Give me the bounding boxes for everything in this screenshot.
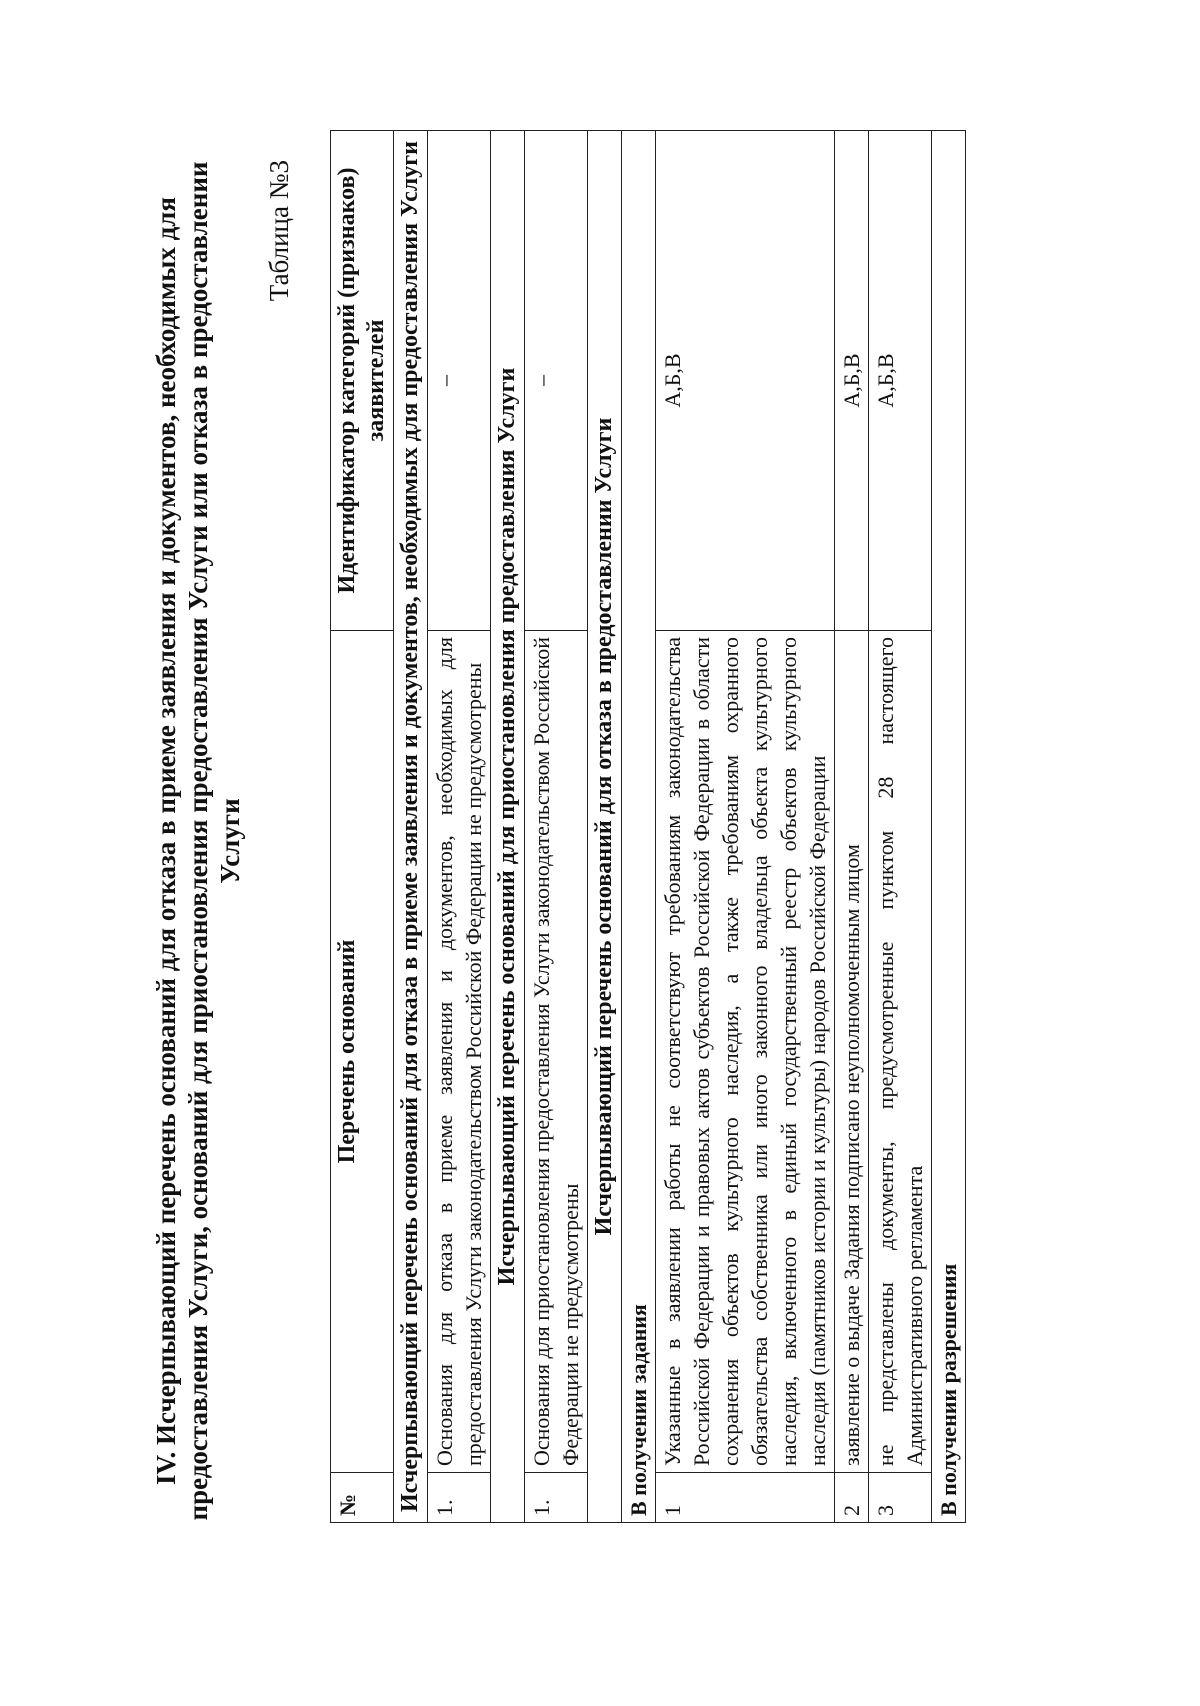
title-line: предоставления Услуги, оснований для приостановления предоставления Услуги или отказа в предоставлении xyxy=(183,161,213,1521)
row-number: 1 xyxy=(656,1473,835,1523)
header-num: № xyxy=(331,1473,394,1523)
row-number: 1. xyxy=(428,1473,491,1523)
row-number: 1. xyxy=(525,1473,588,1523)
table-row xyxy=(835,131,869,1523)
table-row xyxy=(656,131,835,1523)
row-identifier: А,Б,В xyxy=(656,131,835,631)
row-number: 2 xyxy=(835,1473,869,1523)
subsection-title: В получении разрешения xyxy=(932,131,966,1523)
title-line: IV. Исчерпывающий перечень оснований для отказа в приеме заявления и документов, необходимых для xyxy=(151,197,181,1485)
section-row xyxy=(491,131,525,1523)
document-title xyxy=(150,151,246,1531)
header-reasons: Перечень оснований xyxy=(331,631,394,1473)
section-row xyxy=(394,131,428,1523)
row-identifier: – xyxy=(525,131,588,631)
title-line: Услуги xyxy=(215,798,245,884)
section-title: Исчерпывающий перечень оснований для отказа в предоставлении Услуги xyxy=(588,131,622,1523)
table-row xyxy=(525,131,588,1523)
row-identifier: А,Б,В xyxy=(869,131,932,631)
subsection-row xyxy=(932,131,966,1523)
subsection-title: В получении задания xyxy=(622,131,656,1523)
subsection-row xyxy=(622,131,656,1523)
section-row xyxy=(588,131,622,1523)
row-reason: заявление о выдаче Задания подписано неуполномоченным лицом xyxy=(835,631,869,1473)
row-reason: Указанные в заявлении работы не соответствуют требованиям законодательства Российской Федерации и правовых актов субъектов Российской Федерации в области сохранения объектов культурного наследия, а также требованиям охранного обязательства собственника или иного законного владельца объекта культурного наследия, включенного в единый государственный реестр объектов культурного наследия (памятников истории и культуры) народов Российской Федерации xyxy=(656,631,835,1473)
table-row xyxy=(869,131,932,1523)
table-row xyxy=(428,131,491,1523)
row-reason: Основания для приостановления предоставления Услуги законодательством Российской Федерации не предусмотрены xyxy=(525,631,588,1473)
table-number: Таблица №3 xyxy=(264,160,294,302)
row-reason: не представлены документы, предусмотренные пунктом 28 настоящего Административного регламента xyxy=(869,631,932,1473)
section-title: Исчерпывающий перечень оснований для приостановления предоставления Услуги xyxy=(491,131,525,1523)
section-title: Исчерпывающий перечень оснований для отказа в приеме заявления и документов, необходимых для предоставления Услуги xyxy=(394,131,428,1523)
row-number: 3 xyxy=(869,1473,932,1523)
row-reason: Основания для отказа в приеме заявления и документов, необходимых для предоставления Услуги законодательством Российской Федерации не предусмотрены xyxy=(428,631,491,1473)
row-identifier: – xyxy=(428,131,491,631)
header-identifier: Идентификатор категорий (признаков) заявителей xyxy=(331,131,394,631)
header-row xyxy=(331,131,394,1523)
grounds-table xyxy=(330,130,966,1523)
row-identifier: А,Б,В xyxy=(835,131,869,631)
